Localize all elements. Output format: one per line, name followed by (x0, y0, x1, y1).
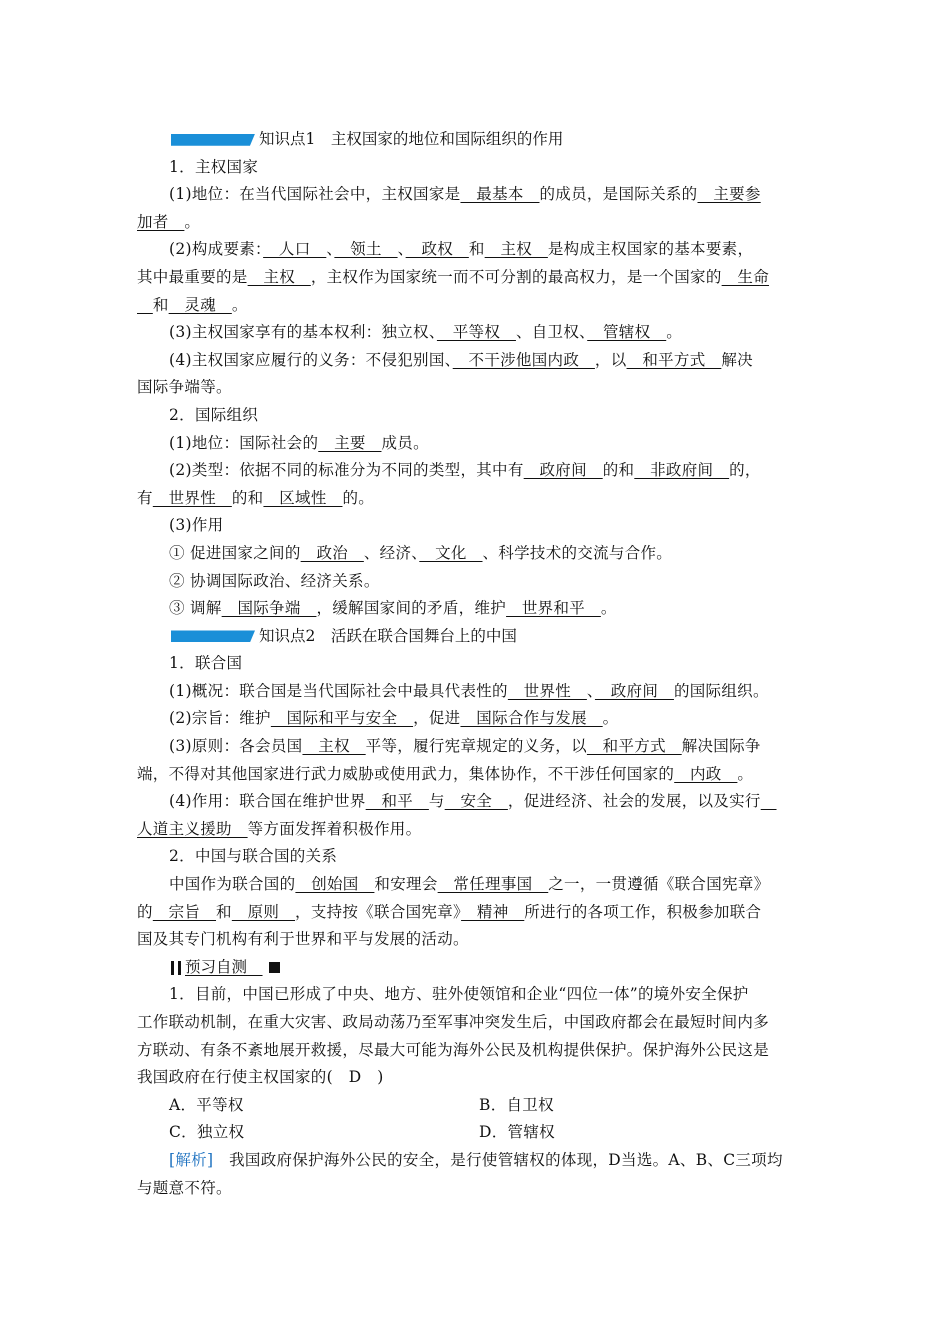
analysis-text: 与题意不符。 (137, 1178, 232, 1197)
text-line: (1)地位：在当代国际社会中，主权国家是 最基本 的成员，是国际关系的 主要参 (169, 185, 761, 204)
text-line: 1．主权国家 (169, 157, 259, 176)
document-page (137, 126, 817, 1202)
text-line: (2)类型：依据不同的标准分为不同的类型，其中有 政府间 的和 非政府间 的， (169, 461, 761, 480)
text-line: ③ 调解 国际争端 ，缓解国家间的矛盾，维护 世界和平 。 (169, 599, 617, 618)
text-line: 加者 。 (137, 212, 201, 231)
text-line: 其中最重要的是 主权 ，主权作为国家统一而不可分割的最高权力，是一个国家的 生命 (137, 267, 770, 286)
knowledge-point-1-heading (171, 126, 817, 154)
text-line: ① 促进国家之间的 政治 、经济、 文化 、科学技术的交流与合作。 (169, 543, 673, 562)
text-line: (2)宗旨：维护 国际和平与安全 ，促进 国际合作与发展 。 (169, 709, 619, 728)
heading-bar-icon (171, 630, 255, 642)
text-line: (1)概况：联合国是当代国际社会中最具代表性的 世界性 、 政府间 的国际组织。 (169, 681, 769, 700)
black-square-icon (269, 962, 280, 973)
text-line: (3)主权国家享有的基本权利：独立权、 平等权 、自卫权、 管辖权 。 (169, 323, 683, 342)
question-text: 我国政府在行使主权国家的( D ) (137, 1068, 384, 1087)
option-a: A．平等权 (169, 1095, 244, 1114)
question-text: 方联动、有条不紊地展开救援，尽最大可能为海外公民及机构提供保护。保护海外公民这是 (137, 1040, 770, 1059)
text-line: 端，不得对其他国家进行武力威胁或使用武力，集体协作，不干涉任何国家的 内政 。 (137, 764, 754, 783)
knowledge-point-2-title: 知识点2 活跃在联合国舞台上的中国 (259, 626, 517, 645)
option-b: B．自卫权 (479, 1095, 554, 1114)
analysis-tag: [解析] (169, 1150, 214, 1169)
text-line: (3)作用 (169, 516, 224, 535)
text-line: (1)地位：国际社会的 主要 成员。 (169, 433, 429, 452)
options-row (137, 1119, 817, 1147)
text-line: 1．联合国 (169, 654, 243, 673)
text-line: 中国作为联合国的 创始国 和安理会 常任理事国 之一，一贯遵循《联合国宪章》 (169, 875, 770, 894)
question-text: 1．目前，中国已形成了中央、地方、驻外使领馆和企业“四位一体”的境外安全保护 (169, 985, 749, 1004)
section-bar-icon (178, 961, 181, 975)
text-line: (4)主权国家应履行的义务：不侵犯别国、 不干涉他国内政 ，以 和平方式 解决 (169, 350, 753, 369)
text-line: 2．国际组织 (169, 405, 259, 424)
text-line: (4)作用：联合国在维护世界 和平 与 安全 ，促进经济、社会的发展，以及实行 (169, 792, 761, 811)
option-c: C．独立权 (169, 1123, 245, 1142)
text-line: 和 灵魂 。 (152, 295, 248, 314)
text-line: 国际争端等。 (137, 378, 232, 397)
text-line: 的 宗旨 和 原则 ，支持按《联合国宪章》 精神 所进行的各项工作，积极参加联合 (137, 902, 762, 921)
knowledge-point-2-heading (171, 623, 817, 651)
text-line: (2)构成要素： 人口 、 领土 、 政权 和 主权 是构成主权国家的基本要素， (169, 240, 754, 259)
section-bar-icon (171, 961, 174, 975)
self-test-heading (171, 954, 817, 982)
heading-bar-icon (171, 134, 255, 146)
option-d: D．管辖权 (479, 1123, 555, 1142)
knowledge-point-1-title: 知识点1 主权国家的地位和国际组织的作用 (259, 130, 564, 148)
text-line: 国及其专门机构有利于世界和平与发展的活动。 (137, 930, 469, 949)
options-row (137, 1092, 817, 1120)
text-line: ② 协调国际政治、经济关系。 (169, 571, 380, 590)
self-test-title: 预习自测 (185, 957, 248, 976)
analysis-text: [解析] 我国政府保护海外公民的安全，是行使管辖权的体现，D当选。A、B、C三项均 (169, 1150, 783, 1169)
text-line: 2．中国与联合国的关系 (169, 847, 338, 866)
text-line: 有 世界性 的和 区域性 的。 (137, 488, 375, 507)
question-text: 工作联动机制，在重大灾害、政局动荡乃至军事冲突发生后，中国政府都会在最短时间内多 (137, 1013, 770, 1031)
text-line: 人道主义援助 等方面发挥着积极作用。 (137, 819, 422, 838)
text-line: (3)原则：各会员国 主权 平等，履行宪章规定的义务，以 和平方式 解决国际争 (169, 737, 761, 756)
